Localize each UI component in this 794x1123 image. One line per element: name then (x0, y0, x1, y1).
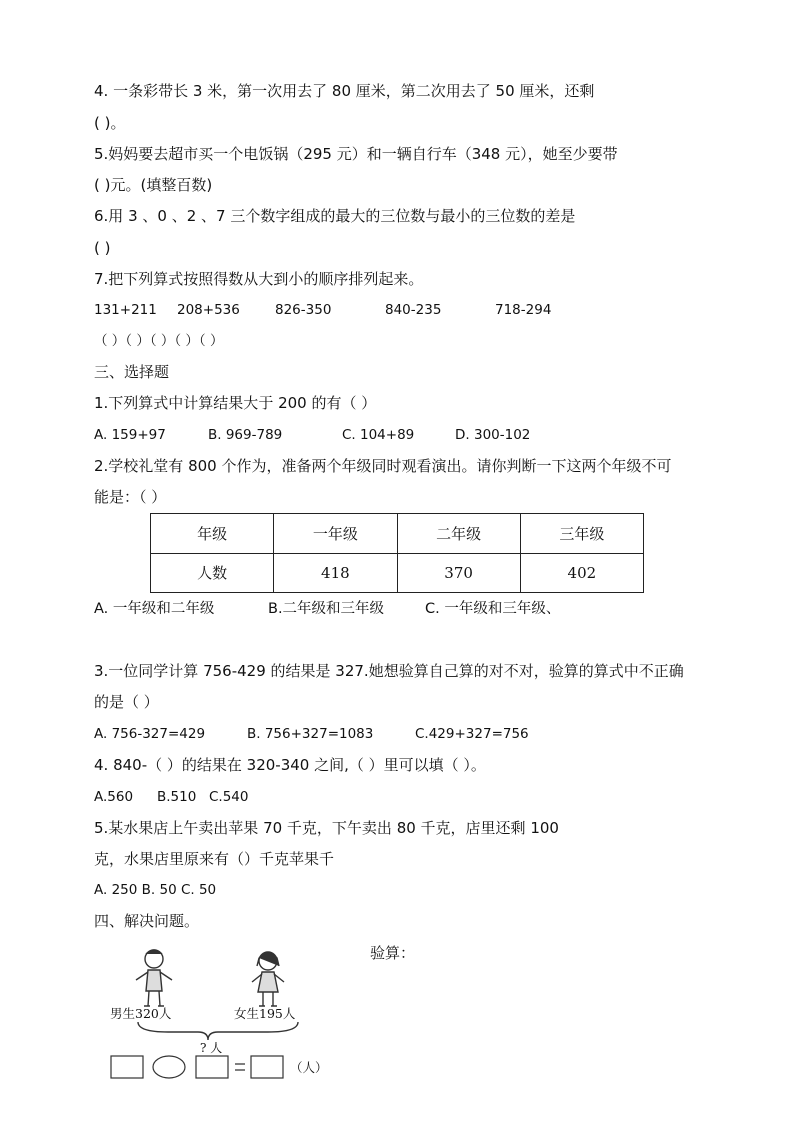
table-cell: 418 (274, 553, 397, 593)
fill-q4-line2: ( )。 (94, 114, 126, 132)
table-header-cell: 三年级 (520, 514, 643, 554)
answer-box[interactable] (251, 1056, 283, 1078)
fill-q5-line1: 5.妈妈要去超市买一个电饭锅（295 元）和一辆自行车（348 元），她至少要带 (94, 145, 618, 163)
q4-option-a: A.560 (94, 789, 134, 805)
q7-expression: 208+536 (177, 302, 240, 318)
choice-q3-line1: 3.一位同学计算 756-429 的结果是 327.她想验算自己算的对不对，验算的算式中不正确 (94, 662, 684, 680)
q2-option-a: A. 一年级和二年级 (94, 601, 215, 617)
grade-count-table (150, 513, 644, 593)
fill-q7-line1: 7.把下列算式按照得数从大到小的顺序排列起来。 (94, 270, 424, 288)
q4-option-b: B.510 (157, 789, 197, 805)
q3-option-a: A. 756-327=429 (94, 726, 206, 742)
q7-expression: 131+211 (94, 302, 157, 318)
section-3-title: 三、选择题 (94, 363, 170, 381)
q7-expression: 718-294 (495, 302, 552, 318)
fill-q5-line2: ( )元。(填整百数) (94, 176, 213, 194)
students-illustration (108, 946, 348, 1081)
q2-option-b: B.二年级和三年级 (268, 601, 385, 617)
fill-q6-line1: 6.用 3 、0 、2 、7 三个数字组成的最大的三位数与最小的三位数的差是 (94, 207, 576, 225)
q7-expression: 826-350 (275, 302, 332, 318)
boys-count-label: 男生320人 (110, 1006, 172, 1021)
q3-option-b: B. 756+327=1083 (247, 726, 374, 742)
unit-label: （人） (290, 1060, 328, 1075)
verify-label: 验算： (370, 944, 416, 962)
answer-box[interactable] (196, 1056, 228, 1078)
girl-figure-icon (252, 952, 284, 1006)
table-header-cell: 二年级 (397, 514, 520, 554)
q3-option-c: C.429+327=756 (415, 726, 529, 742)
q1-option-b: B. 969-789 (208, 427, 283, 443)
section-4-title: 四、解决问题。 (94, 912, 200, 930)
table-row (151, 553, 644, 593)
table-header-cell: 年级 (151, 514, 274, 554)
operator-circle[interactable] (153, 1056, 185, 1078)
table-row (151, 514, 644, 554)
girls-count-label: 女生195人 (234, 1006, 296, 1021)
choice-q4-text: 4. 840-（ ）的结果在 320-340 之间,（ ）里可以填（ ）。 (94, 756, 486, 774)
choice-q1-text: 1.下列算式中计算结果大于 200 的有（ ） (94, 394, 377, 412)
table-cell: 人数 (151, 553, 274, 593)
q5-options: A. 250 B. 50 C. 50 (94, 882, 217, 898)
table-cell: 402 (520, 553, 643, 593)
choice-q2-line2: 能是：（ ） (94, 488, 167, 506)
table-header-cell: 一年级 (274, 514, 397, 554)
answer-box[interactable] (111, 1056, 143, 1078)
equals-sign-icon (235, 1064, 245, 1070)
q7-expression: 840-235 (385, 302, 442, 318)
table-cell: 370 (397, 553, 520, 593)
choice-q5-line1: 5.某水果店上午卖出苹果 70 千克，下午卖出 80 千克，店里还剩 100 (94, 819, 559, 837)
q4-option-c: C.540 (209, 789, 249, 805)
boy-figure-icon (136, 950, 172, 1006)
fill-q4-line1: 4. 一条彩带长 3 米，第一次用去了 80 厘米，第二次用去了 50 厘米，还剩 (94, 82, 595, 100)
q1-option-c: C. 104+89 (342, 427, 415, 443)
q2-option-c: C. 一年级和三年级、 (425, 601, 561, 617)
choice-q3-line2: 的是（ ） (94, 693, 159, 711)
fill-q6-line2: ( ) (94, 239, 111, 257)
choice-q5-line2: 克，水果店里原来有（）千克苹果千 (94, 850, 335, 868)
total-question-label: ? 人 (200, 1041, 223, 1055)
q7-answer-blanks: （ ）（ ）（ ）（ ）（ ） (94, 333, 224, 349)
choice-q2-line1: 2.学校礼堂有 800 个作为，准备两个年级同时观看演出。请你判断一下这两个年级不可 (94, 457, 672, 475)
q1-option-a: A. 159+97 (94, 427, 166, 443)
brace-icon (138, 1022, 298, 1040)
q1-option-d: D. 300-102 (455, 427, 531, 443)
